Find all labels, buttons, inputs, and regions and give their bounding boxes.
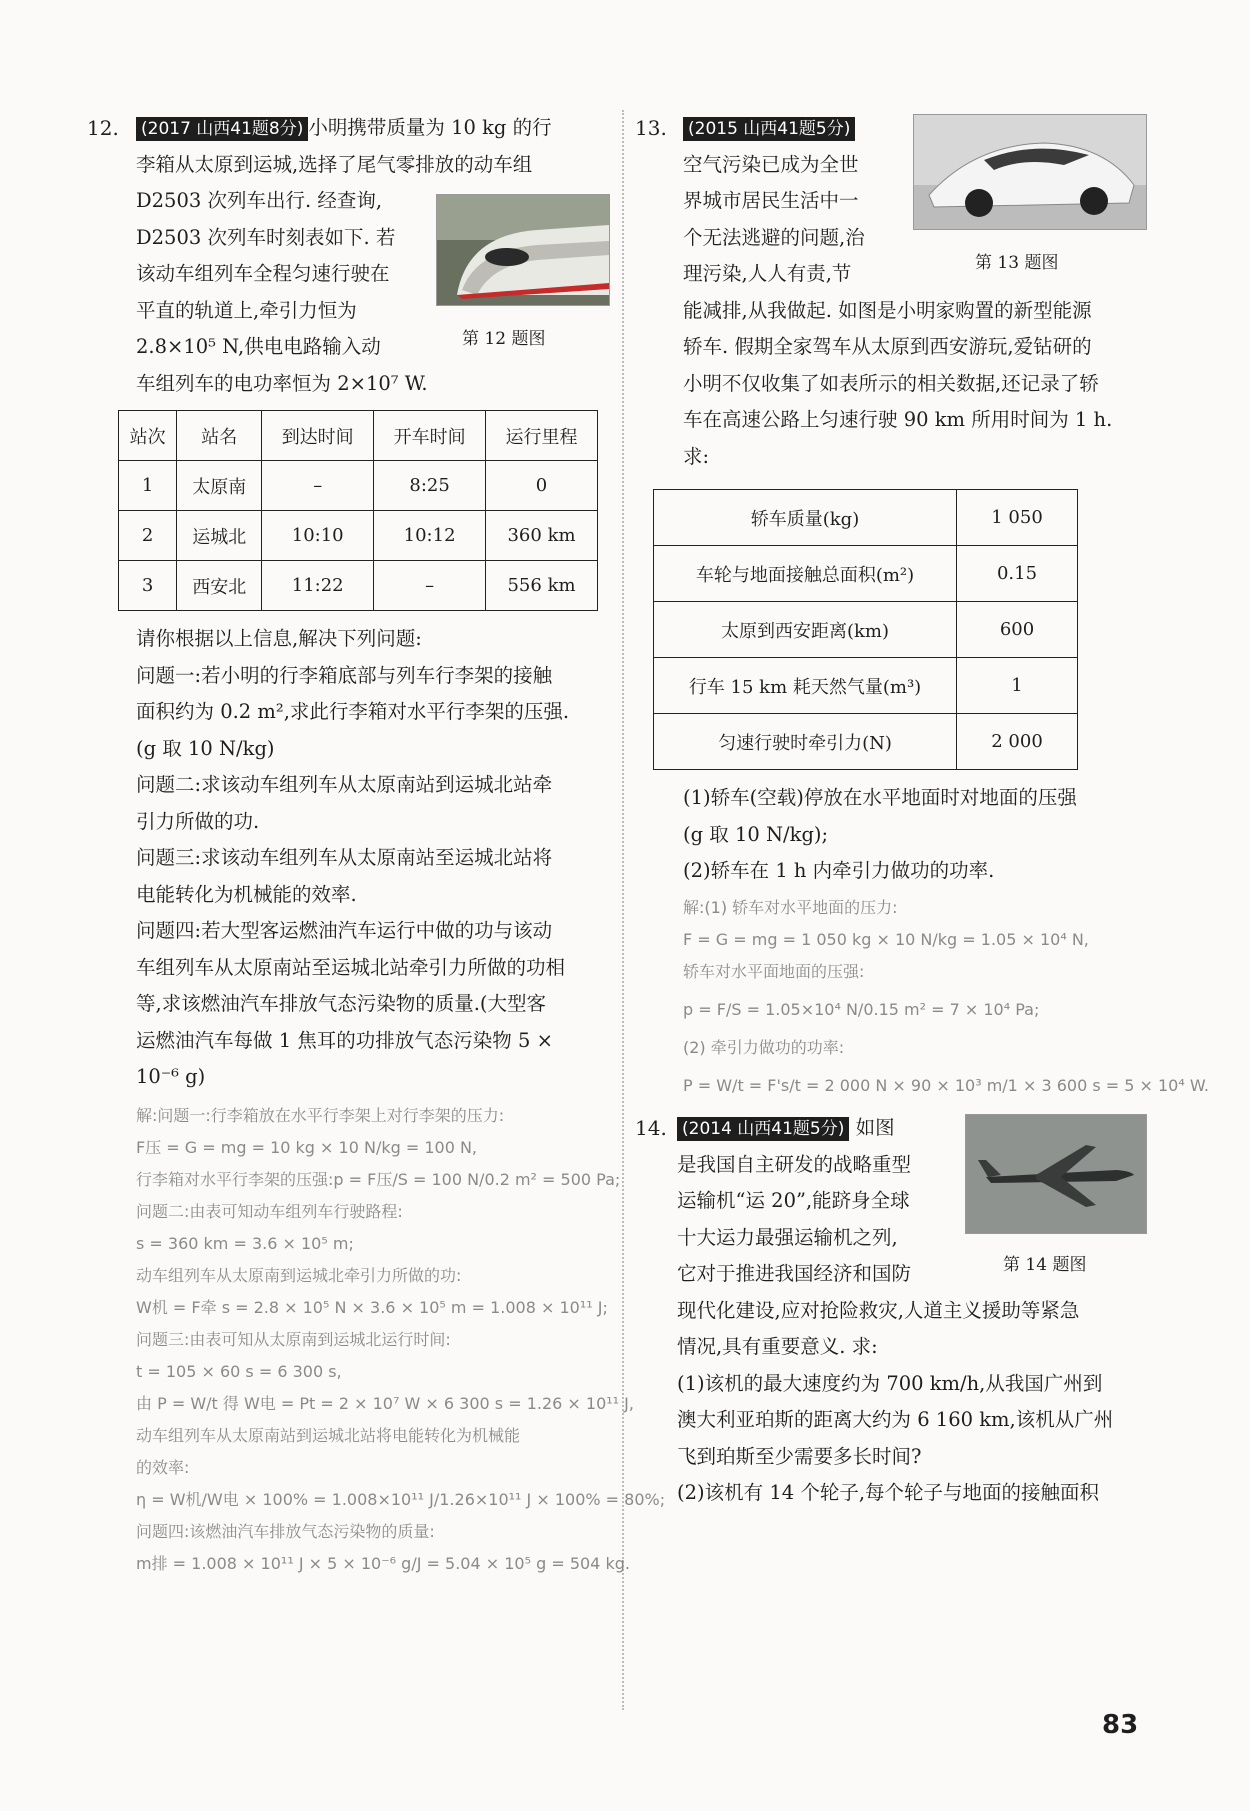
car-data-table [653, 489, 1078, 770]
question-line: 等,求该燃油汽车排放气态污染物的质量.(大型客 [136, 992, 547, 1015]
solution-line: 由 P = W/t 得 W电 = Pt = 2 × 10⁷ W × 6 300 s = 1.26 × 10¹¹ J, [136, 1393, 634, 1413]
intro-line: 如图 [855, 1116, 895, 1139]
solution-line: W机 = F牵 s = 2.8 × 10⁵ N × 3.6 × 10⁵ m = 1.008 × 10¹¹ J; [136, 1297, 608, 1317]
intro-line: 求: [683, 444, 710, 468]
table-row [654, 546, 1078, 602]
question-line: (g 取 10 N/kg); [683, 822, 829, 846]
table-row [119, 511, 598, 561]
table-cell: 10:10 [262, 511, 374, 561]
question-line: 运燃油汽车每做 1 焦耳的功排放气态污染物 5 × [136, 1028, 553, 1052]
intro-line: 2.8×10⁵ N,供电电路输入动 [136, 335, 381, 358]
source-tag: (2017 山西41题8分) [136, 117, 308, 141]
solution-line: F压 = G = mg = 10 kg × 10 N/kg = 100 N, [136, 1137, 478, 1157]
solution-line: 问题二:由表可知动车组列车行驶路程: [136, 1201, 403, 1221]
table-header-cell: 站名 [177, 411, 262, 461]
intro-line: 车在高速公路上匀速行驶 90 km 所用时间为 1 h. [683, 408, 1113, 431]
intro-line: 能减排,从我做起. 如图是小明家购置的新型能源 [683, 298, 1092, 322]
table-cell: 11:22 [262, 561, 374, 611]
solution-line: P = W/t = F's/t = 2 000 N × 90 × 10³ m/1 × 3 600 s = 5 × 10⁴ W. [683, 1075, 1209, 1095]
intro-line: 车组列车的电功率恒为 2×10⁷ W. [136, 371, 428, 395]
table-row [654, 602, 1078, 658]
question-number: 13. [635, 116, 667, 140]
solution-line: 问题三:由表可知从太原南到运城北运行时间: [136, 1329, 451, 1349]
table-cell: 车轮与地面接触总面积(m²) [654, 546, 957, 602]
solution-line: m排 = 1.008 × 10¹¹ J × 5 × 10⁻⁶ g/J = 5.04 × 10⁵ g = 504 kg. [136, 1553, 630, 1573]
intro-line: 界城市居民生活中一 [683, 189, 859, 212]
table-row [654, 658, 1078, 714]
solution [683, 892, 1209, 1108]
table-row [654, 490, 1078, 546]
table-cell: 3 [119, 561, 177, 611]
table-cell: 1 050 [957, 490, 1078, 546]
table-header-cell: 站次 [119, 411, 177, 461]
table-cell: 360 km [486, 511, 598, 561]
intro-line: 十大运力最强运输机之列, [677, 1225, 898, 1249]
solution-line: η = W机/W电 × 100% = 1.008×10¹¹ J/1.26×10¹¹ J × 100% = 80%; [136, 1489, 666, 1509]
question-number: 12. [87, 116, 119, 140]
intro-line: (2)该机有 14 个轮子,每个轮子与地面的接触面积 [677, 1481, 1100, 1504]
table-row [119, 561, 598, 611]
intro-line: 平直的轨道上,牵引力恒为 [136, 298, 357, 322]
table-cell: 1 [957, 658, 1078, 714]
intro-line: 李箱从太原到运城,选择了尾气零排放的动车组 [136, 152, 533, 176]
train-photo [436, 194, 610, 306]
solution-line: t = 105 × 60 s = 6 300 s, [136, 1361, 342, 1381]
figure-caption: 第 14 题图 [1003, 1255, 1087, 1275]
question-13 [635, 110, 1209, 1108]
intro-line: D2503 次列车时刻表如下. 若 [136, 225, 396, 249]
source-tag: (2014 山西41题5分) [677, 1117, 849, 1141]
table-cell: 1 [119, 461, 177, 511]
question-line: 引力所做的功. [136, 809, 260, 833]
solution-line: s = 360 km = 3.6 × 10⁵ m; [136, 1233, 354, 1253]
figure-caption: 第 12 题图 [462, 329, 546, 349]
table-cell: 10:12 [374, 511, 486, 561]
solution-line: 轿车对水平面地面的压强: [683, 961, 865, 981]
solution-line: 的效率: [136, 1457, 190, 1477]
intro-line: 轿车. 假期全家驾车从太原到西安游玩,爱钻研的 [683, 335, 1092, 358]
table-row [654, 714, 1078, 770]
solution-line: 问题四:该燃油汽车排放气态污染物的质量: [136, 1521, 435, 1541]
question-line: 10⁻⁶ g) [136, 1065, 206, 1088]
question-line: (2)轿车在 1 h 内牵引力做功的功率. [683, 859, 995, 882]
source-tag: (2015 山西41题5分) [683, 117, 855, 141]
table-cell: 8:25 [374, 461, 486, 511]
solution-line: 解:(1) 轿车对水平地面的压力: [683, 897, 898, 917]
question-line: (1)轿车(空载)停放在水平地面时对地面的压强 [683, 786, 1077, 809]
table-cell: 行车 15 km 耗天然气量(m³) [654, 658, 957, 714]
table-cell: – [262, 461, 374, 511]
intro-line: 小明不仅收集了如表所示的相关数据,还记录了轿 [683, 371, 1099, 395]
solution-line: p = F/S = 1.05×10⁴ N/0.15 m² = 7 × 10⁴ Pa; [683, 999, 1040, 1019]
table-cell: 西安北 [177, 561, 262, 611]
plane-image [966, 1115, 1146, 1233]
solution-line: 动车组列车从太原南到运城北牵引力所做的功: [136, 1265, 462, 1285]
car-image [914, 115, 1146, 229]
table-header-cell: 到达时间 [262, 411, 374, 461]
intro-line: D2503 次列车出行. 经查询, [136, 189, 383, 212]
table-cell: 556 km [486, 561, 598, 611]
table-cell: 太原南 [177, 461, 262, 511]
table-cell: 2 [119, 511, 177, 561]
train-image [437, 195, 609, 305]
intro-line: 理污染,人人有责,节 [683, 262, 852, 285]
question-line: 问题三:求该动车组列车从太原南站至运城北站将 [136, 846, 553, 869]
solution-line: (2) 牵引力做功的功率: [683, 1037, 845, 1057]
solution-line: 动车组列车从太原南站到运城北站将电能转化为机械能 [136, 1425, 521, 1445]
table-cell: 0 [486, 461, 598, 511]
table-header-cell: 运行里程 [486, 411, 598, 461]
intro-line: 该动车组列车全程匀速行驶在 [136, 262, 390, 285]
question-line: 面积约为 0.2 m²,求此行李箱对水平行李架的压强. [136, 700, 570, 723]
right-column [635, 110, 1209, 1504]
intro-line: 飞到珀斯至少需要多长时间? [677, 1444, 922, 1468]
intro-line: 情况,具有重要意义. 求: [677, 1335, 878, 1358]
page-number: 83 [1102, 1710, 1139, 1740]
intro-line: 现代化建设,应对抢险救灾,人道主义援助等紧急 [677, 1298, 1080, 1322]
table-cell: 太原到西安距离(km) [654, 602, 957, 658]
intro-line: (1)该机的最大速度约为 700 km/h,从我国广州到 [677, 1371, 1103, 1395]
solution-line: 解:问题一:行李箱放在水平行李架上对行李架的压力: [136, 1105, 505, 1125]
intro-line: 个无法逃避的问题,治 [683, 225, 865, 249]
table-cell: 2 000 [957, 714, 1078, 770]
table-cell: 运城北 [177, 511, 262, 561]
question-text [136, 621, 622, 1096]
table-header-cell: 开车时间 [374, 411, 486, 461]
table-cell: 匀速行驶时牵引力(N) [654, 714, 957, 770]
table-cell: 轿车质量(kg) [654, 490, 957, 546]
intro-line: 小明携带质量为 10 kg 的行 [308, 116, 552, 139]
question-line: (g 取 10 N/kg) [136, 736, 275, 760]
question-number: 14. [635, 1116, 667, 1140]
intro-line: 是我国自主研发的战略重型 [677, 1152, 912, 1176]
question-text [683, 780, 1155, 890]
plane-photo [965, 1114, 1147, 1234]
table-row [119, 461, 598, 511]
intro-line: 它对于推进我国经济和国防 [677, 1262, 912, 1285]
question-line: 请你根据以上信息,解决下列问题: [136, 627, 422, 650]
table-header-row [119, 411, 598, 461]
question-line: 问题一:若小明的行李箱底部与列车行李架的接触 [136, 663, 553, 687]
question-14 [635, 1110, 1155, 1512]
table-cell: 0.15 [957, 546, 1078, 602]
intro-line: 澳大利亚珀斯的距离大约为 6 160 km,该机从广州 [677, 1408, 1114, 1431]
figure-caption: 第 13 题图 [975, 253, 1059, 273]
solution-line: 行李箱对水平行李架的压强:p = F压/S = 100 N/0.2 m² = 500 Pa; [136, 1169, 621, 1189]
timetable [118, 410, 598, 611]
question-line: 电能转化为机械能的效率. [136, 882, 357, 906]
question-line: 问题四:若大型客运燃油汽车运行中做的功与该动 [136, 919, 553, 942]
table-cell: – [374, 561, 486, 611]
solution-line: F = G = mg = 1 050 kg × 10 N/kg = 1.05 × 10⁴ N, [683, 929, 1089, 949]
intro-line: 运输机“运 20”,能跻身全球 [677, 1189, 910, 1212]
column-divider [622, 110, 624, 1710]
intro-line: 空气污染已成为全世 [683, 152, 859, 176]
question-line: 车组列车从太原南站至运城北站牵引力所做的功相 [136, 955, 566, 979]
question-line: 问题二:求该动车组列车从太原南站到运城北站牵 [136, 773, 553, 796]
table-cell: 600 [957, 602, 1078, 658]
car-photo [913, 114, 1147, 230]
